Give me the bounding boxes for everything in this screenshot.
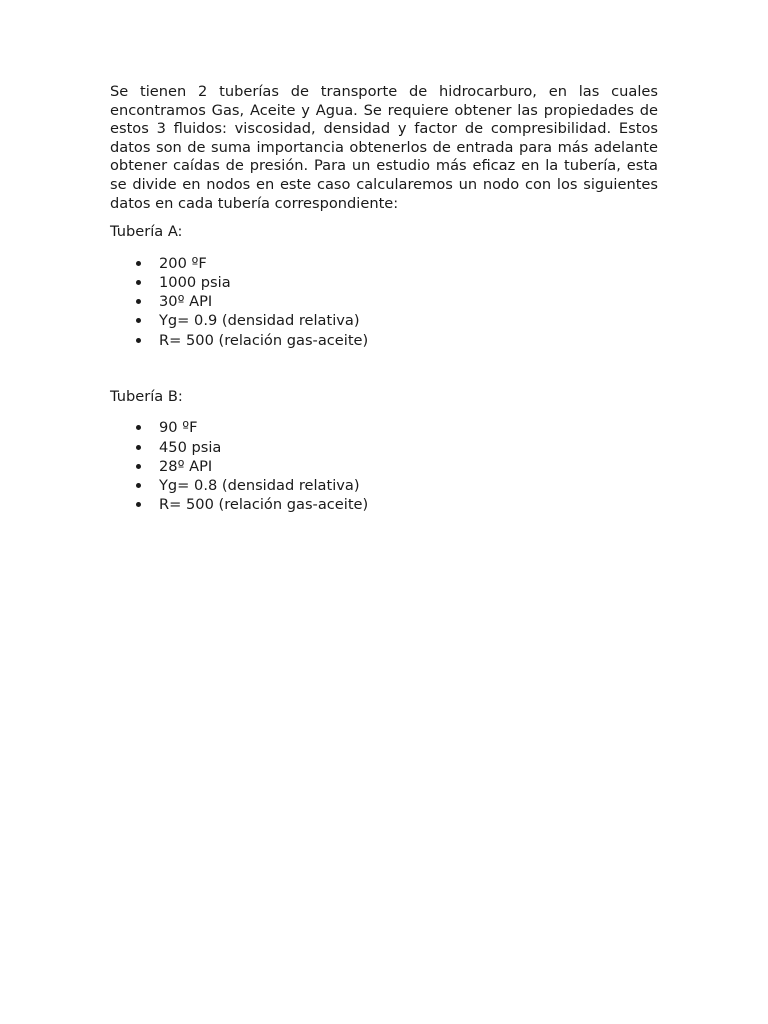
bullet-icon <box>136 299 141 304</box>
bullet-icon <box>136 502 141 507</box>
list-item <box>110 292 658 311</box>
list-item-text: R= 500 (relación gas-aceite) <box>159 331 369 349</box>
list-item <box>110 418 658 437</box>
list-item <box>110 254 658 273</box>
list-item-text: 28º API <box>159 457 213 475</box>
bullet-icon <box>136 261 141 266</box>
section-tuberia-b <box>110 388 658 515</box>
list-item <box>110 495 658 514</box>
bullet-icon <box>136 280 141 285</box>
bullet-icon <box>136 318 141 323</box>
list-item-text: 30º API <box>159 293 213 311</box>
list-item-text: 90 ºF <box>159 419 198 437</box>
section-tuberia-a <box>110 223 658 350</box>
section-title-tuberia-b: Tubería B: <box>110 387 183 405</box>
list-item <box>110 273 658 292</box>
intro-paragraph: Se tienen 2 tuberías de transporte de hidrocarburo, en las cuales encontramos Gas, Aceite y Agua. Se requiere obtener las propiedades de estos 3 fluidos: viscosidad, densidad y factor de compresibilidad. Estos datos son de suma importancia obtenerlos de entrada para más adelante obtener caídas de presión. Para un estudio más eficaz en la tubería, esta se divide en nodos en este caso calcularemos un nodo con los siguientes datos en cada tubería correspondiente: <box>110 83 658 212</box>
list-item-text: 200 ºF <box>159 254 207 272</box>
list-item <box>110 476 658 495</box>
list-item-text: 450 psia <box>159 438 222 456</box>
list-item <box>110 438 658 457</box>
bullet-icon <box>136 338 141 343</box>
section-title-tuberia-a: Tubería A: <box>110 223 183 241</box>
list-item <box>110 457 658 476</box>
list-item-text: 1000 psia <box>159 273 231 291</box>
bullet-list-tuberia-a <box>110 254 658 350</box>
bullet-icon <box>136 425 141 430</box>
list-item <box>110 311 658 330</box>
list-item-text: Yg= 0.9 (densidad relativa) <box>159 312 360 330</box>
list-item <box>110 331 658 350</box>
bullet-list-tuberia-b <box>110 418 658 514</box>
bullet-icon <box>136 464 141 469</box>
bullet-icon <box>136 445 141 450</box>
bullet-icon <box>136 483 141 488</box>
list-item-text: Yg= 0.8 (densidad relativa) <box>159 476 360 494</box>
list-item-text: R= 500 (relación gas-aceite) <box>159 496 369 514</box>
